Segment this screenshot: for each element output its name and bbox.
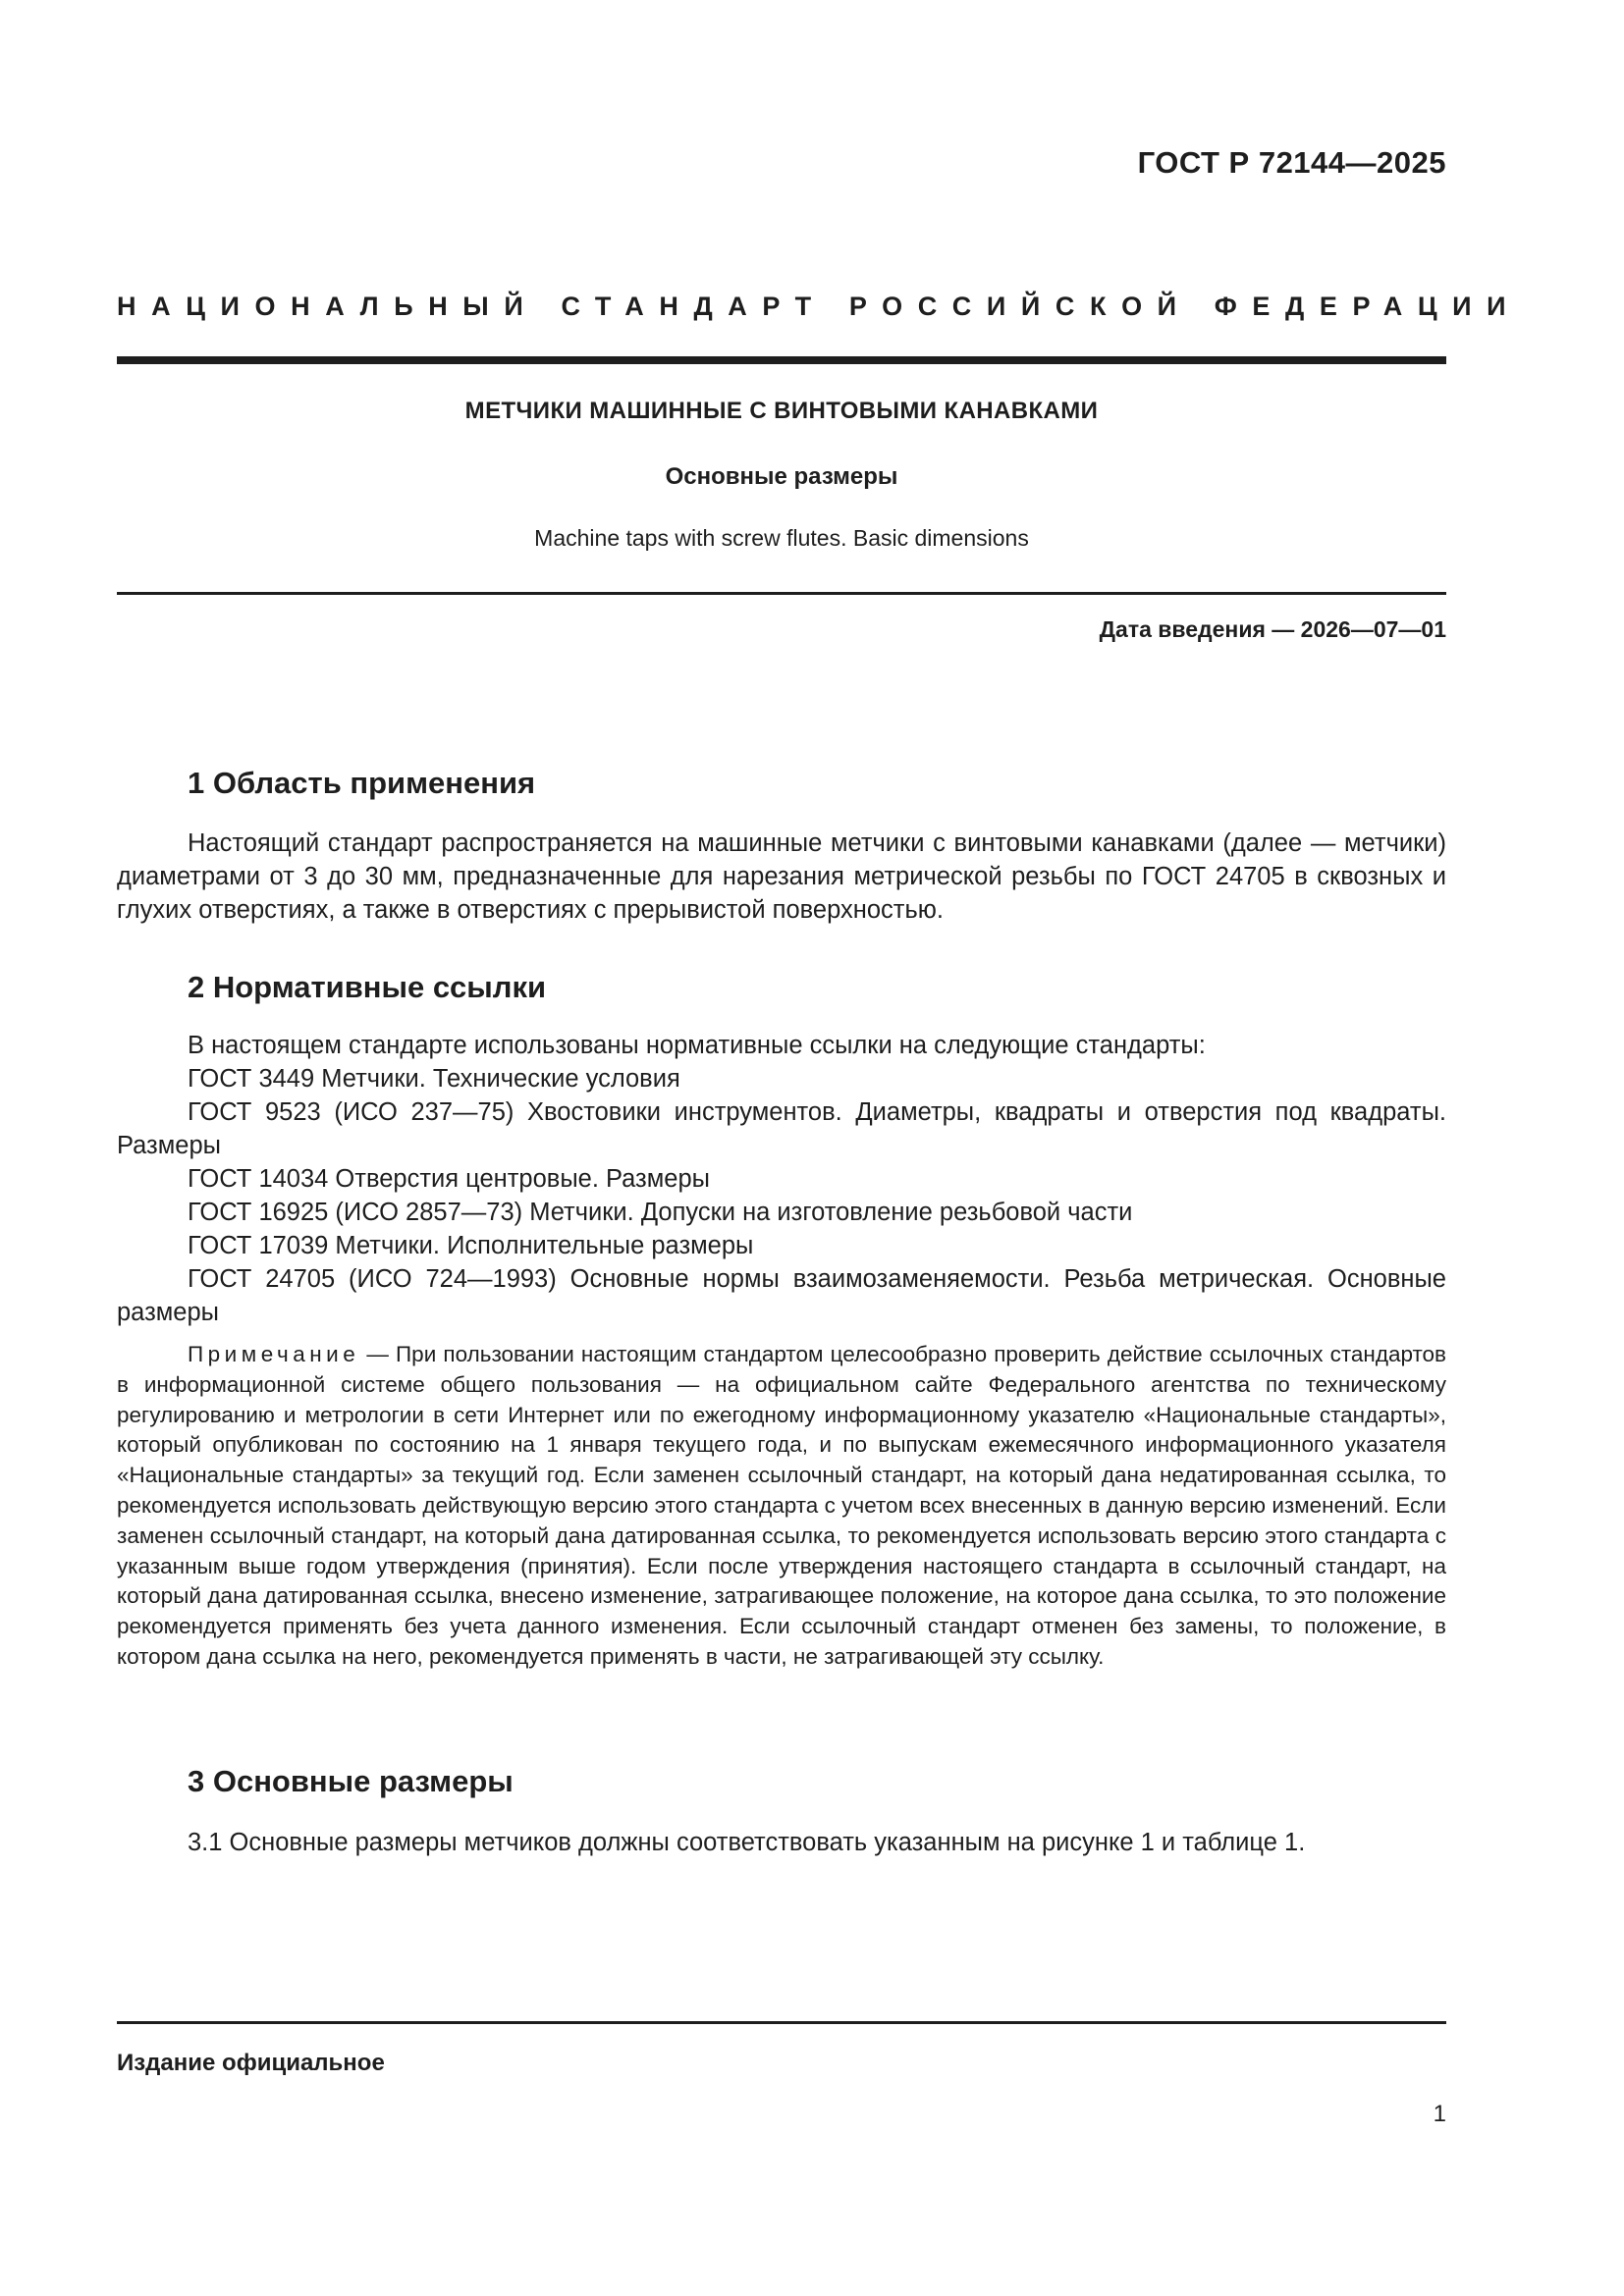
section-2-heading: 2 Нормативные ссылки [188, 970, 547, 1004]
normative-reference [117, 1095, 1446, 1162]
header-divider [117, 356, 1446, 364]
normative-reference-text: ГОСТ 9523 (ИСО 237—75) Хвостовики инструментов. Диаметры, квадраты и отверстия под квадраты. Размеры [117, 1098, 1446, 1159]
normative-reference-text: ГОСТ 16925 (ИСО 2857—73) Метчики. Допуски на изготовление резьбовой части [188, 1199, 1133, 1226]
note-block [117, 1340, 1446, 1673]
national-standard-heading: НАЦИОНАЛЬНЫЙ СТАНДАРТ РОССИЙСКОЙ ФЕДЕРАЦИИ [117, 292, 1522, 321]
normative-reference-text: ГОСТ 3449 Метчики. Технические условия [188, 1065, 680, 1093]
document-title: МЕТЧИКИ МАШИННЫЕ С ВИНТОВЫМИ КАНАВКАМИ [464, 398, 1099, 424]
normative-reference [117, 1229, 1446, 1262]
introduction-date: Дата введения — 2026—07—01 [1099, 616, 1446, 642]
footer-divider [117, 2021, 1446, 2024]
normative-reference [117, 1196, 1446, 1229]
normative-reference-text: ГОСТ 14034 Отверстия центровые. Размеры [188, 1165, 710, 1193]
note-label: Примечание [188, 1342, 360, 1366]
note-text: — При пользовании настоящим стандартом целесообразно проверить действие ссылочных стандартов в информационной системе общего пользования — на официальном сайте Федерального агентства по техническому регулированию и метрологии в сети Интернет или по ежегодному информационному указателю «Национальные стандарты», который опубликован по состоянию на 1 января текущего года, и по выпускам ежемесячного информационного указателя «Национальные стандарты» за текущий год. Если заменен ссылочный стандарт, на который дана недатированная ссылка, то рекомендуется использовать действующую версию этого стандарта с учетом всех внесенных в данную версию изменений. Если заменен ссылочный стандарт, на который дана датированная ссылка, то рекомендуется использовать версию этого стандарта с указанным выше годом утверждения (принятия). Если после утверждения настоящего стандарта в ссылочный стандарт, на который дана датированная ссылка, внесено изменение, затрагивающее положение, на которое дана ссылка, то это положение рекомендуется применять без учета данного изменения. Если ссылочный стандарт отменен без замены, то положение, в котором дана ссылка на него, рекомендуется применять в части, не затрагивающей эту ссылку. [117, 1342, 1446, 1669]
normative-reference [117, 1262, 1446, 1329]
normative-reference-text: ГОСТ 17039 Метчики. Исполнительные размеры [188, 1232, 754, 1259]
section-1-text-content: Настоящий стандарт распространяется на машинные метчики с винтовыми канавками (далее — метчики) диаметрами от 3 до 30 мм, предназначенные для нарезания метрической резьбы по ГОСТ 24705 в сквозных и глухих отверстиях, а также в отверстиях с прерывистой поверхностью. [117, 829, 1446, 924]
section-1-text [117, 827, 1446, 927]
document-title-english: Machine taps with screw flutes. Basic dimensions [534, 525, 1029, 551]
edition-label: Издание официальное [117, 2050, 385, 2076]
document-subtitle: Основные размеры [665, 463, 898, 490]
title-divider [117, 592, 1446, 595]
section-2-intro-content: В настоящем стандарте использованы нормативные ссылки на следующие стандарты: [188, 1032, 1206, 1059]
page-number: 1 [1433, 2101, 1446, 2127]
section-1-heading: 1 Область применения [188, 766, 536, 800]
section-3-text [117, 1826, 1446, 1859]
section-3-text-content: 3.1 Основные размеры метчиков должны соответствовать указанным на рисунке 1 и таблице 1. [188, 1829, 1306, 1856]
section-2-intro [117, 1029, 1446, 1062]
section-3-heading: 3 Основные размеры [188, 1764, 514, 1798]
normative-reference-text: ГОСТ 24705 (ИСО 724—1993) Основные нормы взаимозаменяемости. Резьба метрическая. Основные размеры [117, 1265, 1446, 1326]
document-code: ГОСТ Р 72144—2025 [1137, 145, 1446, 180]
normative-reference [117, 1162, 1446, 1196]
normative-reference [117, 1062, 1446, 1095]
